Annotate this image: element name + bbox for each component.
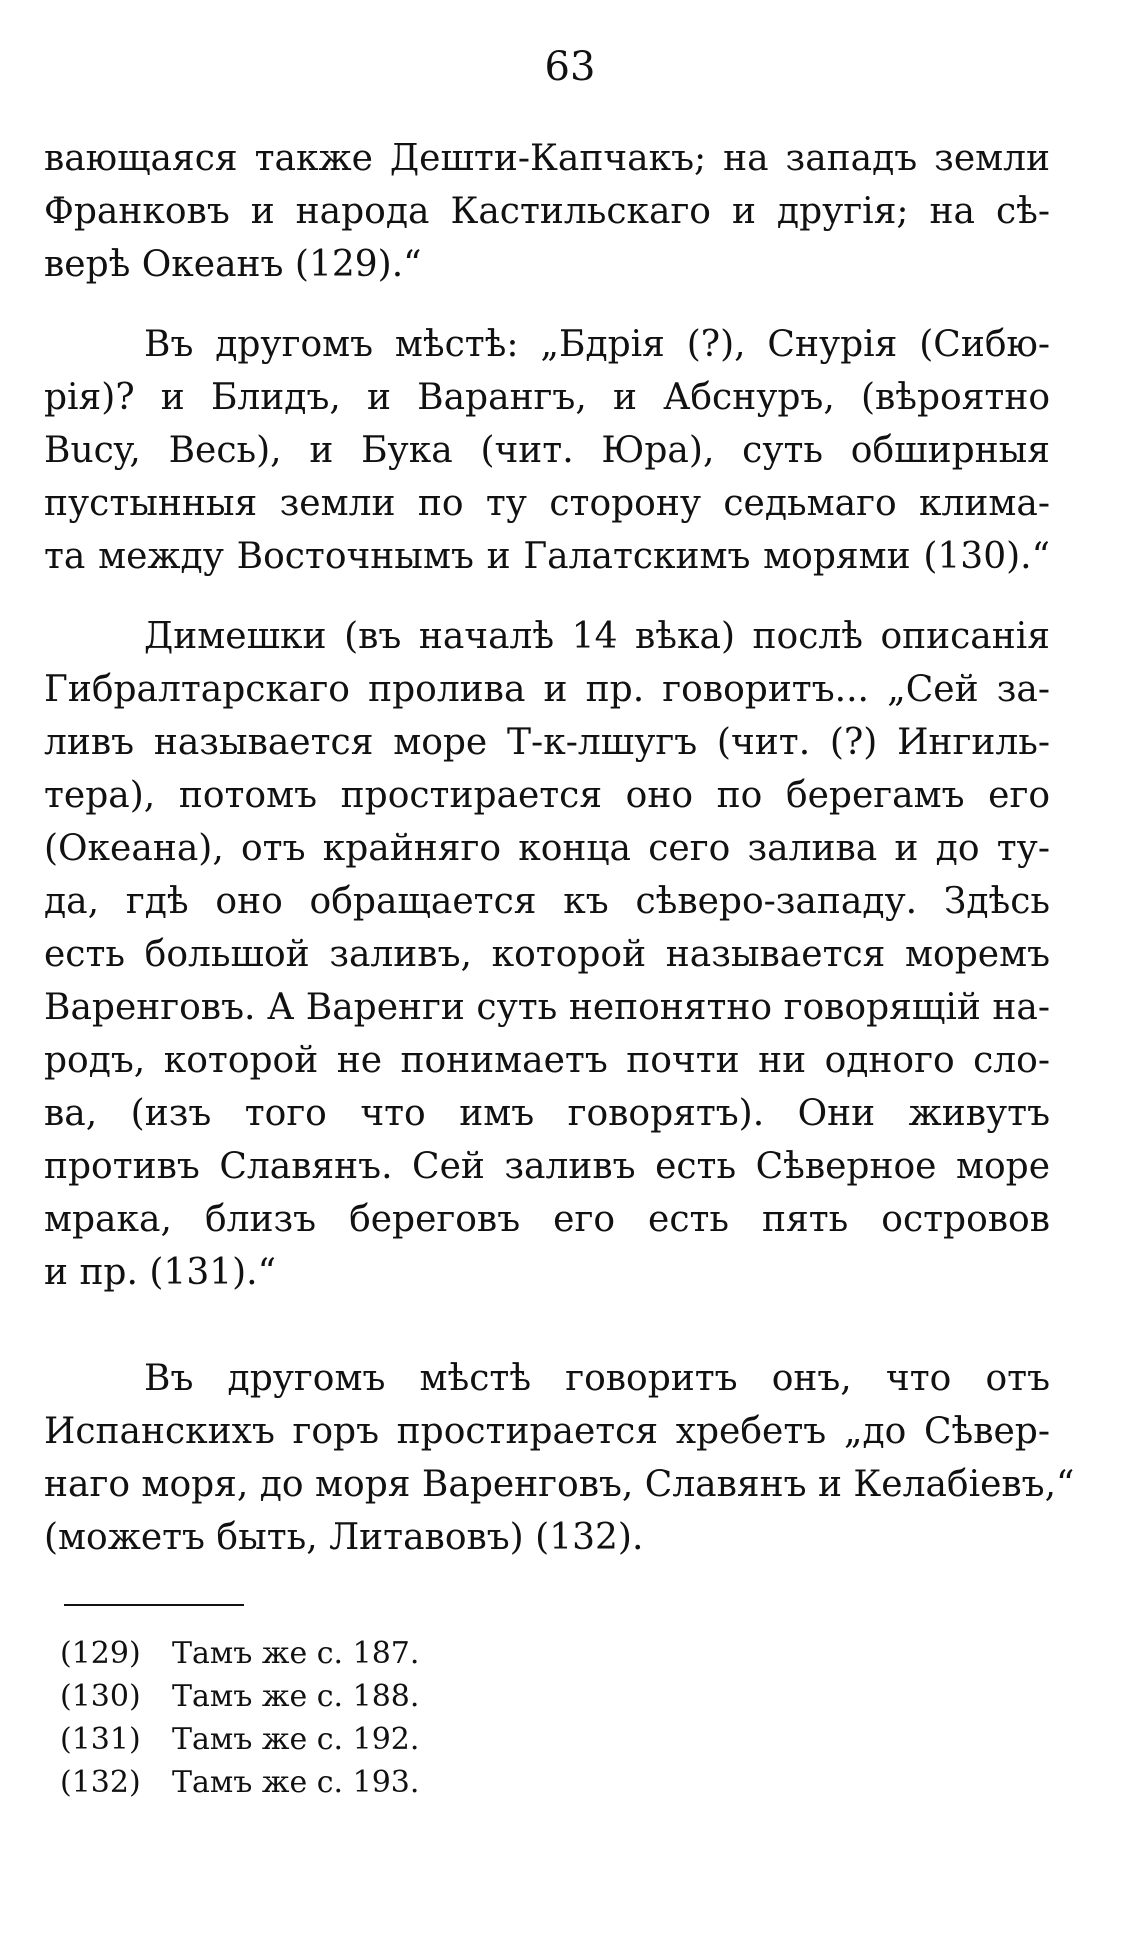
- footnote-text: Тамъ же с. 193.: [172, 1765, 420, 1800]
- text-line: та между Восточнымъ и Галатскимъ морями (130).“: [44, 536, 1050, 577]
- footnote-item: [60, 1718, 419, 1761]
- page-number: 63: [544, 44, 596, 90]
- footnote-ref: (131): [60, 1722, 141, 1757]
- text-line: мрака, близъ береговъ его есть пять островов: [44, 1199, 1050, 1240]
- text-line: Варенговъ. А Варенги суть непонятно говорящій на-: [44, 987, 1050, 1028]
- text-line: Въ другомъ мѣстѣ говоритъ онъ, что отъ: [144, 1358, 1050, 1399]
- text-line: родъ, которой не понимаетъ почти ни одного сло-: [44, 1040, 1050, 1081]
- text-line: Франковъ и народа Кастильскаго и другія; на сѣ-: [44, 191, 1050, 232]
- footnote-ref: (130): [60, 1679, 141, 1714]
- text-line: Bucy, Весь), и Бука (чит. Юра), суть обширныя: [44, 430, 1050, 471]
- footnote-text: Тамъ же с. 192.: [172, 1722, 420, 1757]
- text-line: Испанскихъ горъ простирается хребетъ „до Сѣвер-: [44, 1411, 1050, 1452]
- footnotes: [60, 1632, 419, 1804]
- text-line: тера), потомъ простирается оно по берегамъ его: [44, 775, 1050, 816]
- text-line: пустынныя земли по ту сторону седьмаго клима-: [44, 483, 1050, 524]
- footnote-ref: (132): [60, 1765, 141, 1800]
- text-line: Гибралтарскаго пролива и пр. говоритъ... „Сей за-: [44, 669, 1050, 710]
- footnote-item: [60, 1761, 419, 1804]
- text-line: (можетъ быть, Литавовъ) (132).: [44, 1517, 644, 1558]
- text-line: противъ Славянъ. Сей заливъ есть Сѣверное море: [44, 1146, 1050, 1187]
- footnote-divider: [64, 1604, 244, 1606]
- text-line: и пр. (131).“: [44, 1252, 277, 1293]
- text-line: да, гдѣ оно обращается къ сѣверо-западу. Здѣсь: [44, 881, 1050, 922]
- text-line: наго моря, до моря Варенговъ, Славянъ и Келабіевъ,“: [44, 1464, 1075, 1505]
- text-line: вающаяся также Дешти-Капчакъ; на западъ земли: [44, 138, 1050, 179]
- footnote-text: Тамъ же с. 187.: [172, 1636, 420, 1671]
- text-line: есть большой заливъ, которой называется моремъ: [44, 934, 1050, 975]
- text-line: верѣ Океанъ (129).“: [44, 244, 422, 285]
- footnote-item: [60, 1632, 419, 1675]
- text-line: ливъ называется море Т-к-лшугъ (чит. (?) Ингиль-: [44, 722, 1050, 763]
- footnote-item: [60, 1675, 419, 1718]
- text-line: ва, (изъ того что имъ говорятъ). Они живутъ: [44, 1093, 1050, 1134]
- paragraph-4: [44, 1352, 1075, 1564]
- footnote-text: Тамъ же с. 188.: [172, 1679, 420, 1714]
- text-line: Въ другомъ мѣстѣ: „Бдрія (?), Снурія (Сибю-: [144, 324, 1050, 365]
- text-line: Димешки (въ началѣ 14 вѣка) послѣ описанія: [144, 616, 1050, 657]
- paragraph-1: [44, 132, 1050, 291]
- text-line: (Океана), отъ крайняго конца сего залива и до ту-: [44, 828, 1050, 869]
- text-line: рія)? и Блидъ, и Варангъ, и Абснуръ, (вѣроятно: [44, 377, 1050, 418]
- paragraph-2: [44, 318, 1050, 583]
- paragraph-3: [44, 610, 1050, 1299]
- footnote-ref: (129): [60, 1636, 141, 1671]
